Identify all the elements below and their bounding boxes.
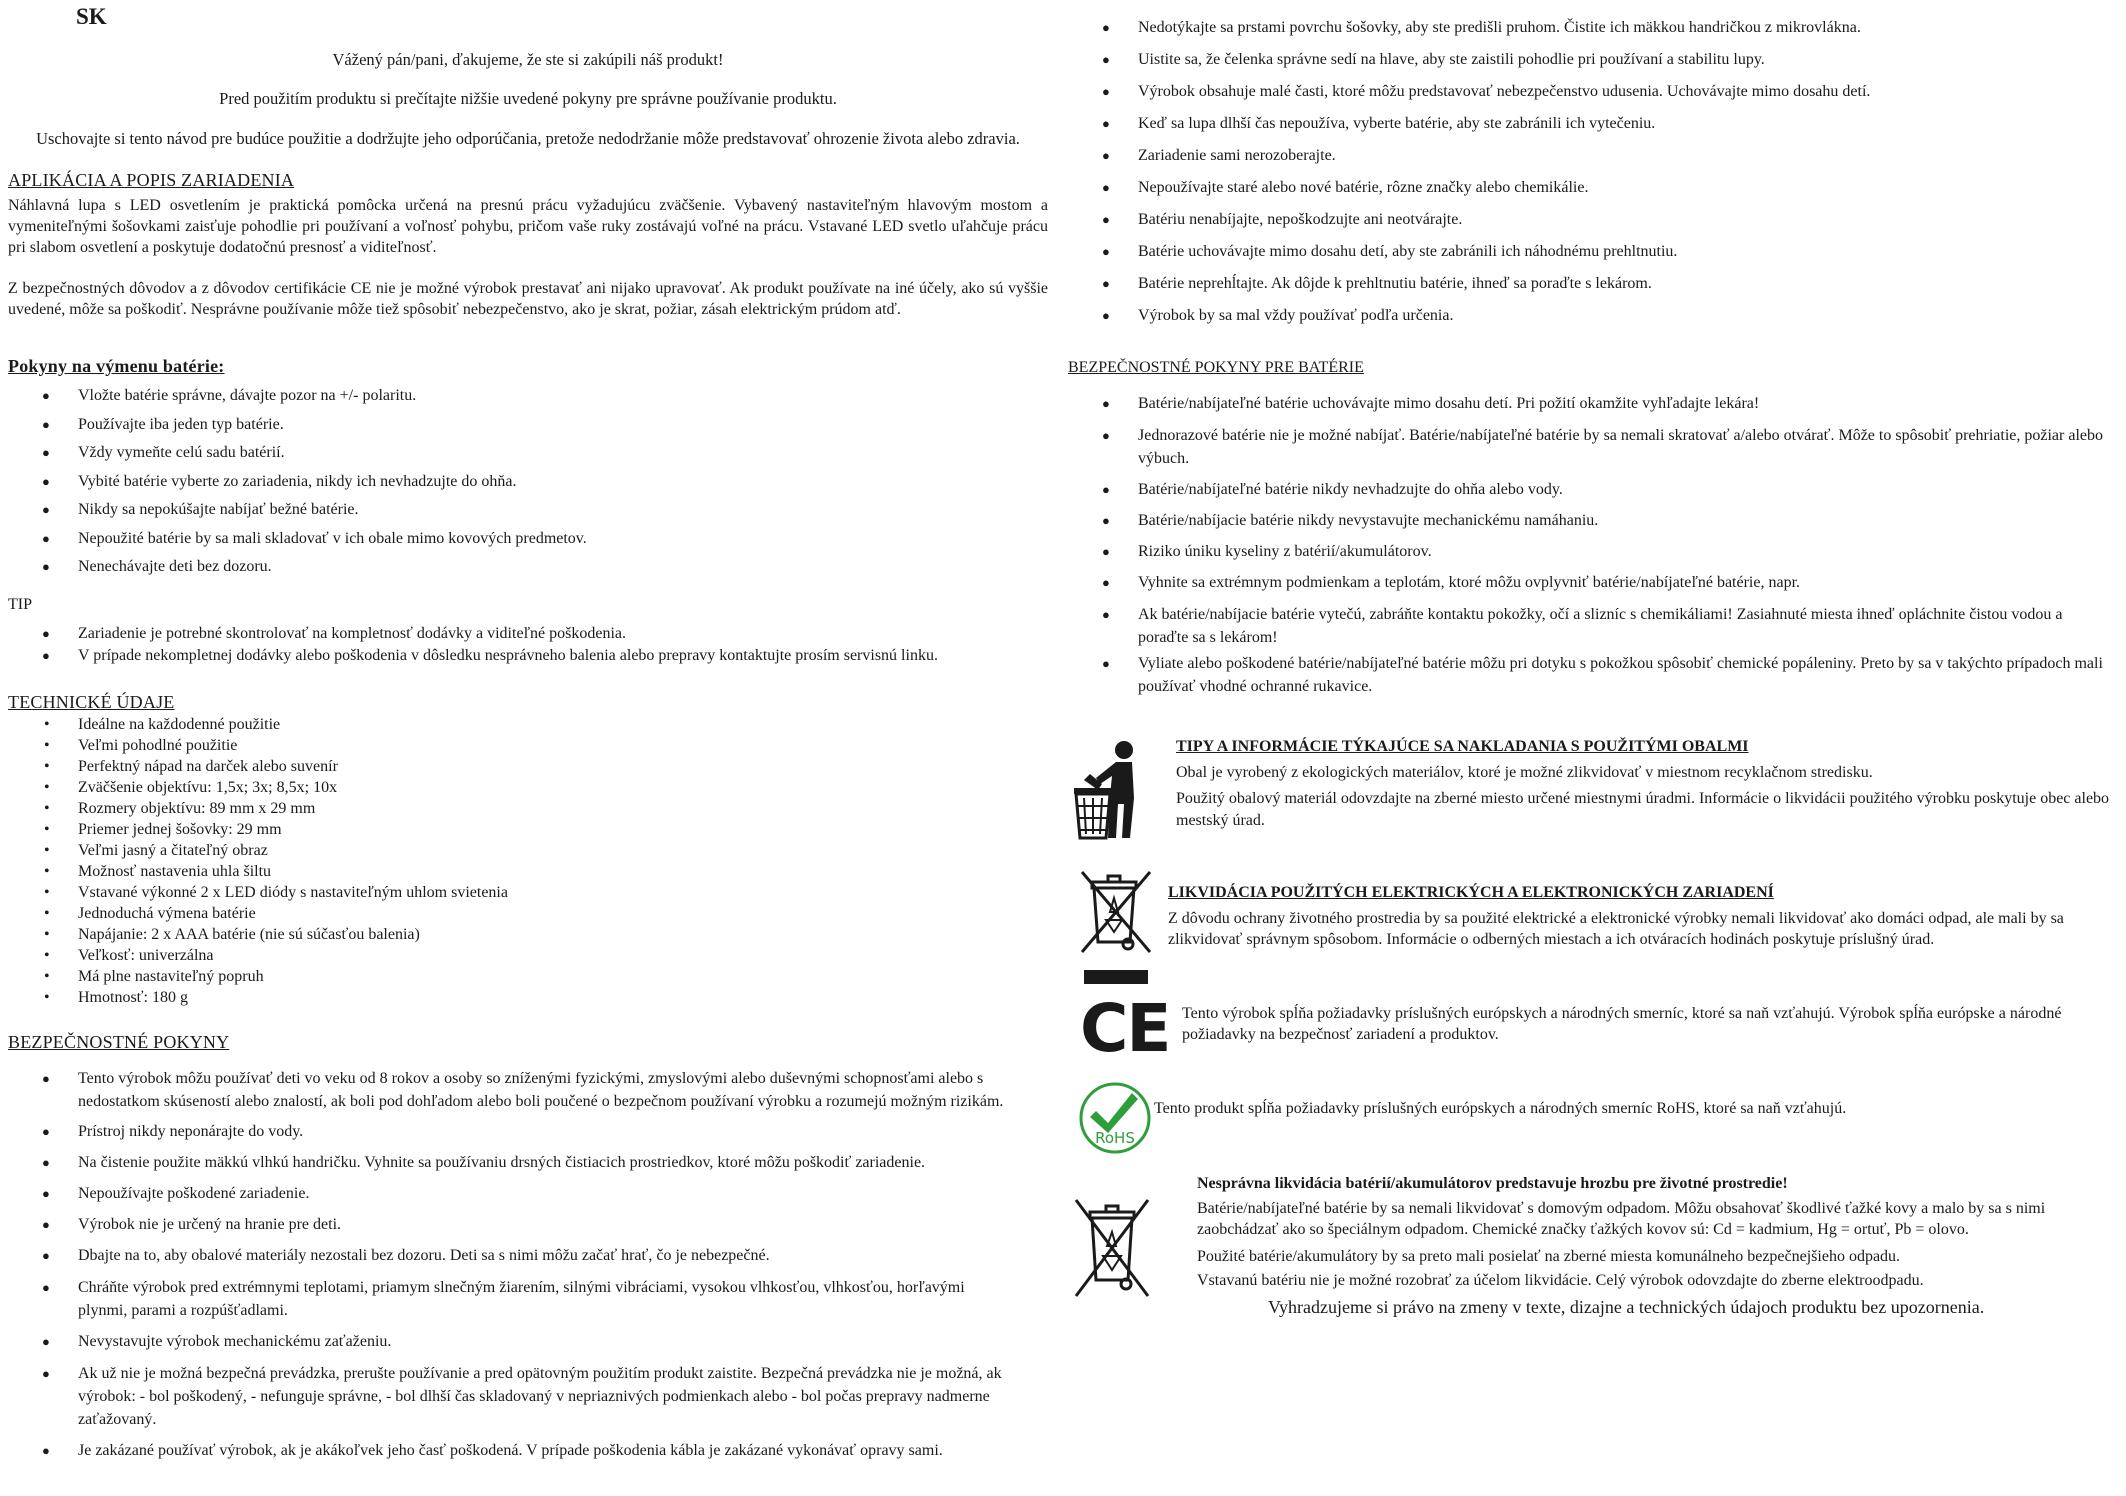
list-item: ● Riziko úniku kyseliny z batérií/akumulátorov.: [1068, 541, 2108, 563]
list-item: ● Ak už nie je možná bezpečná prevádzka, prerušte používanie a pred opätovným použitím produkt zaistite. Bezpečná prevádzka nie je možná, ak výrobok: - bol poškodený, - nefunguje správne, - bol dlhší čas skladovaný v nepriaznivých podmienkach alebo - bol počas prepravy nadmerne zaťažovaný.: [8, 1362, 1008, 1431]
packaging-paragraph-2: Použitý obalový materiál odovzdajte na zberné miesto určené miestnymi úradmi. Informácie o likvidácii použitého výrobku poskytuje obec alebo mestský úrad.: [1176, 790, 2110, 829]
safety-list: [8, 1067, 1008, 1462]
list-item: ● Nepoužívajte staré alebo nové batérie, rôzne značky alebo chemikálie.: [1068, 177, 2118, 199]
rohs-mark-text: RoHS: [1095, 1129, 1135, 1147]
list-item: ● Zariadenie je potrebné skontrolovať na kompletnosť dodávky a viditeľné poškodenia.: [8, 623, 1048, 645]
list-item: • Možnosť nastavenia uhla šiltu: [8, 861, 1048, 882]
list-item: ● Je zakázané používať výrobok, ak je akákoľvek jeho časť poškodená. V prípade poškodenia kábla je zakázané vykonávať opravy sami.: [8, 1440, 1008, 1462]
list-item: ● Nenechávajte deti bez dozoru.: [8, 556, 1048, 578]
intro-keep-manual: Uschovajte si tento návod pre budúce použitie a dodržujte jeho odporúčania, pretože nedodržanie môže predstavovať ohrozenie života alebo zdravia.: [36, 129, 1020, 148]
list-item: ● Nikdy sa nepokúšajte nabíjať bežné batérie.: [8, 499, 1048, 521]
ce-text: Tento výrobok spĺňa požiadavky príslušných európskych a národných smerníc, ktoré sa naň vzťahujú. Výrobok spĺňa európske a národné požiadavky na bezpečnosť zariadení a produktov.: [1182, 1005, 2062, 1043]
list-item: • Vstavané výkonné 2 x LED diódy s nastaviteľným uhlom svietenia: [8, 882, 1048, 903]
ce-mark: CE: [1080, 990, 1170, 1067]
packaging-title: TIPY A INFORMÁCIE TÝKAJÚCE SA NAKLADANIA S POUŽITÝMI OBALMI: [1176, 738, 1749, 755]
battery-safety-title: BEZPEČNOSTNÉ POKYNY PRE BATÉRIE: [1068, 359, 1364, 376]
packaging-paragraph-1: Obal je vyrobený z ekologických materiálov, ktoré je možné zlikvidovať v miestnom recyklačnom stredisku.: [1176, 764, 1873, 781]
list-item: ● Nevystavujte výrobok mechanickému zaťaženiu.: [8, 1331, 1008, 1353]
list-item: ● Batériu nenabíjajte, nepoškodzujte ani neotvárajte.: [1068, 209, 2118, 231]
intro-greeting: Vážený pán/pani, ďakujeme, že ste si zakúpili náš produkt!: [332, 50, 724, 69]
battery-disposal-paragraph-1: Batérie/nabíjateľné batérie by sa nemali likvidovať s domovým odpadom. Môžu obsahovať škodlivé ťažké kovy a malo by sa s nimi zaobchádzať ako so špeciálnym odpadom. Chemické značky ťažkých kovov sú: Cd = kadmium, Hg = ortuť, Pb = olovo.: [1197, 1200, 2046, 1238]
list-item: ● Chráňte výrobok pred extrémnymi teplotami, priamym slnečným žiarením, silnými vibráciami, vysokou vlhkosťou, vlhkosťou, horľavými plynmi, parami a rozpúšťadlami.: [8, 1276, 1008, 1322]
list-item: ● Vždy vymeňte celú sadu batérií.: [8, 442, 1048, 464]
intro-read-first: Pred použitím produktu si prečítajte nižšie uvedené pokyny pre správne používanie produktu.: [219, 89, 837, 108]
list-item: ● Batérie uchovávajte mimo dosahu detí, aby ste zabránili ich náhodnému prehltnutiu.: [1068, 241, 2118, 263]
list-item: • Hmotnosť: 180 g: [8, 987, 1048, 1008]
rohs-compliant-icon: [1078, 1081, 1152, 1155]
list-item: ● Nepoužité batérie by sa mali skladovať v ich obale mimo kovových predmetov.: [8, 528, 1048, 550]
weee-text: Z dôvodu ochrany životného prostredia by sa použité elektrické a elektronické výrobky nemali likvidovať ako domáci odpad, ale mali by sa zlikvidovať správnym spôsobom. Informácie o odberných miestach a ich otváracích hodinách poskytuje príslušný úrad.: [1168, 910, 2064, 948]
list-item: ● Výrobok nie je určený na hranie pre deti.: [8, 1214, 1008, 1236]
list-item: ● Nedotýkajte sa prstami povrchu šošovky, aby ste predišli pruhom. Čistite ich mäkkou handričkou z mikrovlákna.: [1068, 17, 2118, 39]
list-item: ● Batérie/nabíjateľné batérie uchovávajte mimo dosahu detí. Pri požití okamžite vyhľadajte lekára!: [1068, 393, 2108, 415]
list-item: ● Ak batérie/nabíjacie batérie vytečú, zabráňte kontaktu pokožky, očí a slizníc s chemikáliami! Zasiahnuté miesta ihneď opláchnite čistou vodou a poraďte sa s lekárom!: [1068, 603, 2108, 649]
list-item: • Veľmi jasný a čitateľný obraz: [8, 840, 1048, 861]
tip-title: TIP: [8, 596, 32, 613]
list-item: ● Prístroj nikdy neponárajte do vody.: [8, 1121, 1008, 1143]
language-code: SK: [76, 4, 107, 29]
list-item: • Jednoduchá výmena batérie: [8, 903, 1048, 924]
list-item: ● Vyhnite sa extrémnym podmienkam a teplotám, ktoré môžu ovplyvniť batérie/nabíjateľné batérie, napr.: [1068, 572, 2108, 594]
list-item: ● Dbajte na to, aby obalové materiály nezostali bez dozoru. Deti sa s nimi môžu začať hrať, čo je nebezpečné.: [8, 1245, 1008, 1267]
list-item: ● Používajte iba jeden typ batérie.: [8, 414, 1048, 436]
rohs-text: Tento produkt spĺňa požiadavky príslušných európskych a národných smerníc RoHS, ktoré sa naň vzťahujú.: [1154, 1100, 1847, 1117]
safety-title: BEZPEČNOSTNÉ POKYNY: [8, 1032, 230, 1052]
weee-title: LIKVIDÁCIA POUŽITÝCH ELEKTRICKÝCH A ELEKTRONICKÝCH ZARIADENÍ: [1168, 884, 1774, 901]
list-item: • Napájanie: 2 x AAA batérie (nie sú súčasťou balenia): [8, 924, 1048, 945]
battery-change-title: Pokyny na výmenu batérie:: [8, 356, 225, 376]
list-item: ● Nepoužívajte poškodené zariadenie.: [8, 1183, 1008, 1205]
list-item: • Veľkosť: univerzálna: [8, 945, 1048, 966]
list-item: ● Uistite sa, že čelenka správne sedí na hlave, aby ste zaistili pohodlie pri používaní a stabilitu lupy.: [1068, 49, 2118, 71]
list-item: ● Batérie neprehĺtajte. Ak dôjde k prehltnutiu batérie, ihneď sa poraďte s lekárom.: [1068, 273, 2118, 295]
list-item: ● Výrobok obsahuje malé časti, ktoré môžu predstavovať nebezpečenstvo udusenia. Uchovávajte mimo dosahu detí.: [1068, 81, 2118, 103]
list-item: • Priemer jednej šošovky: 29 mm: [8, 819, 1048, 840]
person-binning-waste-icon: [1072, 738, 1148, 842]
battery-change-list: [8, 385, 1048, 578]
list-item: ● Tento výrobok môžu používať deti vo veku od 8 rokov a osoby so zníženými fyzickými, zmyslovými alebo duševnými schopnosťami alebo s nedostatkom skúseností alebo znalostí, ak boli pod dohľadom alebo boli poučené o bezpečnom používaní výrobku a rozumejú možným rizikám.: [8, 1067, 1008, 1113]
application-title: APLIKÁCIA A POPIS ZARIADENIA: [8, 170, 295, 190]
list-item: • Rozmery objektívu: 89 mm x 29 mm: [8, 798, 1048, 819]
technical-title: TECHNICKÉ ÚDAJE: [8, 692, 175, 712]
list-item: ● Keď sa lupa dlhší čas nepoužíva, vyberte batérie, aby ste zabránili ich vytečeniu.: [1068, 113, 2118, 135]
battery-disposal-paragraph-3: Vstavanú batériu nie je možné rozobrať za účelom likvidácie. Celý výrobok odovzdajte do zberne elektroodpadu.: [1197, 1272, 1924, 1289]
list-item: ● V prípade nekompletnej dodávky alebo poškodenia v dôsledku nesprávneho balenia alebo prepravy kontaktujte prosím servisnú linku.: [8, 645, 1048, 667]
list-item: • Ideálne na každodenné použitie: [8, 714, 1048, 735]
list-item: ● Batérie/nabíjacie batérie nikdy nevystavujte mechanickému namáhaniu.: [1068, 510, 2108, 532]
list-item: • Perfektný nápad na darček alebo suvenír: [8, 756, 1048, 777]
footer-disclaimer: Vyhradzujeme si právo na zmeny v texte, dizajne a technických údajoch produktu bez upozornenia.: [1268, 1297, 1985, 1317]
list-item: ● Jednorazové batérie nie je možné nabíjať. Batérie/nabíjateľné batérie by sa nemali skratovať a/alebo otvárať. Môže to spôsobiť prehriatie, požiar alebo výbuch.: [1068, 424, 2108, 470]
list-item: ● Výrobok by sa mal vždy používať podľa určenia.: [1068, 305, 2118, 327]
list-item: • Má plne nastaviteľný popruh: [8, 966, 1048, 987]
crossed-out-battery-bin-icon: [1072, 1196, 1152, 1300]
list-item: ● Vyliate alebo poškodené batérie/nabíjateľné batérie môžu pri dotyku s pokožkou spôsobiť chemické popáleniny. Preto by sa v takýchto prípadoch mali používať vhodné ochranné rukavice.: [1068, 652, 2108, 698]
list-item: ● Zariadenie sami nerozoberajte.: [1068, 145, 2118, 167]
left-column: [8, 0, 1048, 1496]
application-paragraph-2: Z bezpečnostných dôvodov a z dôvodov certifikácie CE nie je možné výrobok prestavať ani nijako upravovať. Ak produkt používate na iné účely, ako sú vyššie uvedené, môže sa poškodiť. Nesprávne používanie môže tiež spôsobiť nebezpečenstvo, ako je skrat, požiar, zásah elektrickým prúdom atď.: [8, 280, 1048, 318]
list-item: • Zväčšenie objektívu: 1,5x; 3x; 8,5x; 10x: [8, 777, 1048, 798]
right-column: [1068, 0, 2118, 1496]
tip-list: [8, 623, 1048, 667]
battery-safety-list: [1068, 393, 2108, 698]
list-item: ● Vložte batérie správne, dávajte pozor na +/- polaritu.: [8, 385, 1048, 407]
battery-disposal-title: Nesprávna likvidácia batérií/akumulátorov predstavuje hrozbu pre životné prostredie!: [1197, 1175, 1788, 1192]
list-item: ● Vybité batérie vyberte zo zariadenia, nikdy ich nevhadzujte do ohňa.: [8, 471, 1048, 493]
list-item: • Veľmi pohodlné použitie: [8, 735, 1048, 756]
crossed-out-wheelie-bin-icon: [1078, 868, 1156, 986]
battery-disposal-paragraph-2: Použité batérie/akumulátory by sa preto mali posielať na zberné miesta komunálneho bezpečnejšieho odpadu.: [1197, 1248, 1901, 1265]
safety-continued-list: [1068, 17, 2118, 327]
application-paragraph-1: Náhlavná lupa s LED osvetlením je praktická pomôcka určená na presnú prácu vyžadujúcu zväčšenie. Vybavený nastaviteľným hlavovým mostom a vymeniteľnými šošovkami zaisťuje pohodlie pri používaní a voľnosť pohybu, pričom vaše ruky zostávajú voľné na prácu. Vstavané LED svetlo uľahčuje prácu pri slabom osvetlení a poskytuje dodatočnú presnosť a viditeľnosť.: [8, 197, 1048, 256]
list-item: ● Na čistenie použite mäkkú vlhkú handričku. Vyhnite sa používaniu drsných čistiacich prostriedkov, ktoré môžu poškodiť zariadenie.: [8, 1152, 1008, 1174]
list-item: ● Batérie/nabíjateľné batérie nikdy nevhadzujte do ohňa alebo vody.: [1068, 479, 2108, 501]
technical-list: [8, 714, 1048, 1008]
